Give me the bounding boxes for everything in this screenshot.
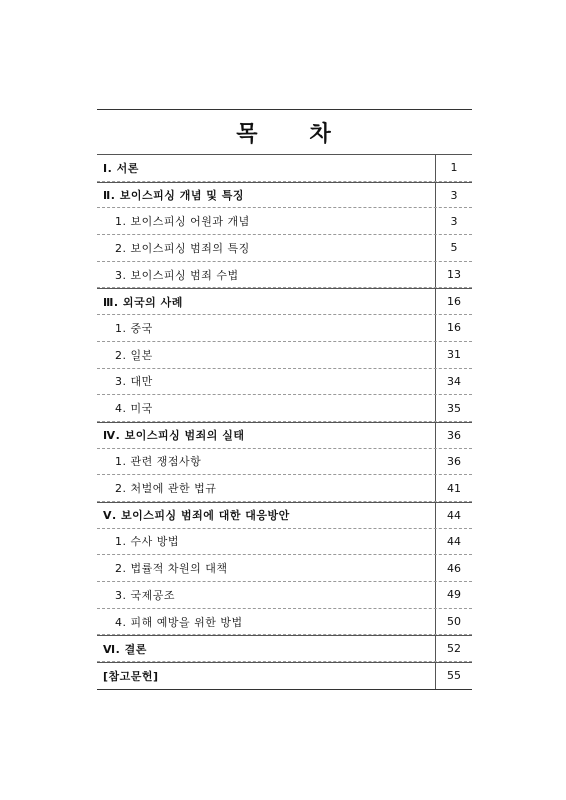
toc-title xyxy=(97,110,472,155)
toc-entry-page: 3 xyxy=(435,183,472,208)
toc-entry-label: 1. 중국 xyxy=(115,321,153,335)
toc-entry-label: Ⅵ. 결론 xyxy=(103,642,147,656)
table-of-contents xyxy=(97,109,472,690)
toc-entry-page: 52 xyxy=(435,636,472,661)
toc-row[interactable] xyxy=(97,555,472,582)
toc-entry-page: 46 xyxy=(435,555,472,581)
toc-entry-label: 2. 처벌에 관한 법규 xyxy=(115,482,217,496)
toc-row[interactable] xyxy=(97,502,472,529)
toc-entry-label: 3. 대만 xyxy=(115,375,153,389)
toc-entry-page: 5 xyxy=(435,235,472,261)
toc-entry-label: [참고문헌] xyxy=(103,669,159,683)
toc-row[interactable] xyxy=(97,609,472,636)
toc-entry-label: Ⅱ. 보이스피싱 개념 및 특징 xyxy=(103,189,245,203)
toc-entry-page: 3 xyxy=(435,208,472,234)
toc-entry-page: 44 xyxy=(435,503,472,528)
toc-entry-page: 16 xyxy=(435,289,472,314)
toc-rows xyxy=(97,155,472,690)
toc-entry-label: 2. 보이스피싱 범죄의 특징 xyxy=(115,241,250,255)
toc-entry-page: 55 xyxy=(435,663,472,689)
toc-row[interactable] xyxy=(97,582,472,609)
toc-row[interactable] xyxy=(97,635,472,662)
toc-entry-label: 4. 미국 xyxy=(115,402,153,416)
toc-entry-page: 1 xyxy=(435,155,472,181)
toc-entry-label: 3. 국제공조 xyxy=(115,588,175,602)
toc-row[interactable] xyxy=(97,342,472,369)
toc-entry-page: 36 xyxy=(435,423,472,448)
toc-entry-label: 2. 일본 xyxy=(115,348,153,362)
toc-row[interactable] xyxy=(97,235,472,262)
toc-entry-label: Ⅳ. 보이스피싱 범죄의 실태 xyxy=(103,429,245,443)
toc-title-left: 목 xyxy=(236,121,260,147)
toc-entry-page: 13 xyxy=(435,262,472,288)
toc-entry-page: 31 xyxy=(435,342,472,368)
toc-entry-page: 36 xyxy=(435,449,472,475)
toc-entry-label: 4. 피해 예방을 위한 방법 xyxy=(115,615,243,629)
toc-row[interactable] xyxy=(97,288,472,315)
toc-entry-label: Ⅰ. 서론 xyxy=(103,161,139,175)
toc-row[interactable] xyxy=(97,369,472,396)
toc-entry-label: Ⅲ. 외국의 사례 xyxy=(103,295,183,309)
toc-row[interactable] xyxy=(97,395,472,422)
toc-entry-label: 1. 수사 방법 xyxy=(115,535,179,549)
toc-row[interactable] xyxy=(97,182,472,209)
toc-entry-page: 16 xyxy=(435,315,472,341)
toc-row[interactable] xyxy=(97,315,472,342)
toc-entry-page: 34 xyxy=(435,369,472,395)
toc-row[interactable] xyxy=(97,449,472,476)
toc-entry-page: 35 xyxy=(435,395,472,421)
toc-entry-page: 50 xyxy=(435,609,472,635)
toc-row[interactable] xyxy=(97,208,472,235)
toc-entry-label: 2. 법률적 차원의 대책 xyxy=(115,562,228,576)
toc-entry-page: 44 xyxy=(435,529,472,555)
toc-title-right: 차 xyxy=(309,121,333,147)
toc-row[interactable] xyxy=(97,155,472,182)
toc-row[interactable] xyxy=(97,529,472,556)
toc-row[interactable] xyxy=(97,475,472,502)
toc-row[interactable] xyxy=(97,262,472,289)
toc-row[interactable] xyxy=(97,662,472,689)
toc-entry-label: 3. 보이스피싱 범죄 수법 xyxy=(115,268,239,282)
toc-entry-label: 1. 보이스피싱 어원과 개념 xyxy=(115,215,250,229)
toc-entry-page: 49 xyxy=(435,582,472,608)
toc-entry-label: Ⅴ. 보이스피싱 범죄에 대한 대응방안 xyxy=(103,509,290,523)
toc-entry-page: 41 xyxy=(435,475,472,501)
toc-row[interactable] xyxy=(97,422,472,449)
toc-entry-label: 1. 관련 쟁점사항 xyxy=(115,455,202,469)
